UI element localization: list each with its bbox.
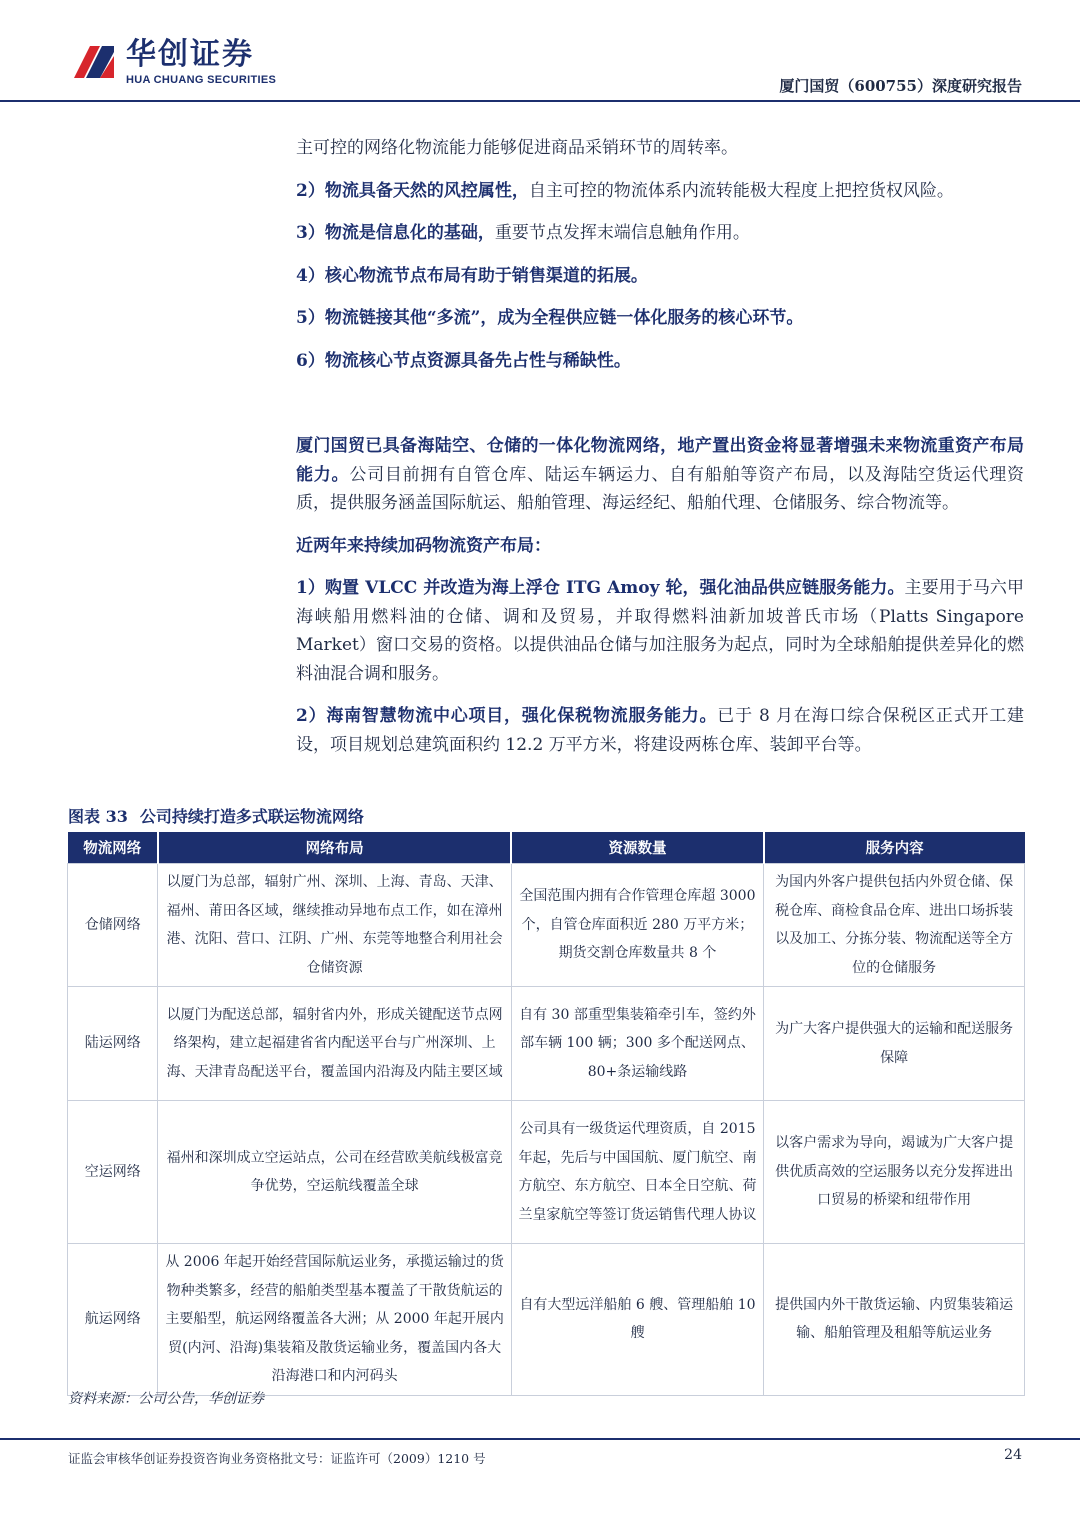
figure-title	[68, 804, 364, 827]
list-item	[296, 177, 1024, 206]
network-name-cell: 陆运网络	[68, 987, 158, 1101]
list-item-text: 重要节点发挥末端信息触角作用。	[494, 223, 750, 243]
list-item-bold: 3）物流是信息化的基础，	[296, 223, 495, 243]
footer-divider	[0, 1438, 1080, 1440]
summary-bold: 厦门国贸已具备海陆空、仓储的一体化物流网络，地产置出资金将显著增强未来物流重资产布局能力。	[296, 436, 1024, 485]
report-title: 厦门国贸（600755）深度研究报告	[779, 77, 1022, 95]
resources-cell: 公司具有一级货运代理资质，自 2015 年起，先后与中国国航、厦门航空、南方航空、东方航空、日本全日空航、荷兰皇家航空等签订货运销售代理人协议	[511, 1101, 763, 1244]
list-item-bold: 2）物流具备天然的风控属性，	[296, 180, 529, 201]
page-header	[0, 0, 1080, 105]
source-note: 资料来源：公司公告，华创证券	[68, 1391, 264, 1407]
list-item-bold: 4）核心物流节点布局有助于销售渠道的拓展。	[296, 265, 648, 286]
list-item-bold: 6）物流核心节点资源具备先占性与稀缺性。	[296, 350, 631, 371]
table-row	[68, 1244, 1025, 1396]
page-number: 24	[1004, 1447, 1022, 1463]
service-cell: 提供国内外干散货运输、内贸集装箱运输、船舶管理及租船等航运业务	[764, 1244, 1025, 1396]
summary-paragraph	[296, 432, 1024, 518]
resources-cell: 自有 30 部重型集装箱牵引车，签约外部车辆 100 辆；300 多个配送网点、80+条运输线路	[511, 987, 763, 1101]
hainan-bold: 2）海南智慧物流中心项目，强化保税物流服务能力。	[296, 706, 718, 726]
network-name-cell: 空运网络	[68, 1101, 158, 1244]
service-cell: 为广大客户提供强大的运输和配送服务保障	[764, 987, 1025, 1101]
section-asset-layout	[296, 432, 1024, 759]
resources-cell: 自有大型远洋船舶 6 艘、管理船舶 10 艘	[511, 1244, 763, 1396]
table-row	[68, 987, 1025, 1101]
network-name-cell: 航运网络	[68, 1244, 158, 1396]
summary-text: 公司目前拥有自管仓库、陆运车辆运力、自有船舶等资产布局，以及海陆空货运代理资质，提供服务涵盖国际航运、船舶管理、海运经纪、船舶代理、仓储服务、综合物流等。	[296, 464, 1025, 513]
logo-name-cn: 华创证券	[126, 37, 254, 72]
layout-cell: 以厦门为配送总部，辐射省内外，形成关键配送节点网络架构，建立起福建省省内配送平台与广州深圳、上海、天津青岛配送平台，覆盖国内沿海及内陆主要区域	[158, 987, 511, 1101]
list-item-text: 自主可控的物流体系内流转能极大程度上把控货权风险。	[528, 180, 954, 201]
column-header: 资源数量	[511, 832, 763, 864]
column-header: 服务内容	[764, 832, 1025, 864]
intro-line: 主可控的网络化物流能力能够促进商品采销环节的周转率。	[296, 138, 738, 158]
vlcc-paragraph	[296, 574, 1024, 688]
figure-caption: 公司持续打造多式联运物流网络	[139, 807, 364, 826]
hainan-text: 已于 8 月在海口综合保税区正式开工建设，项目规划总建筑面积约 12.2 万平方米，将建设两栋仓库、装卸平台等。	[296, 706, 1025, 755]
vlcc-bold: 1）购置 VLCC 并改造为海上浮仓 ITG Amoy 轮，强化油品供应链服务能力。	[296, 578, 905, 598]
logo-name-en: HUA CHUANG SECURITIES	[126, 74, 277, 86]
column-header: 网络布局	[158, 832, 511, 864]
table-row	[68, 1101, 1025, 1244]
vlcc-text: 主要用于马六甲海峡船用燃料油的仓储、调和及贸易，并取得燃料油新加坡普氏市场（Platts Singapore Market）窗口交易的资格。以提供油品仓储与加注服务为起点，同时为全球船舶提供差异化的燃料油混合调和服务。	[296, 578, 1025, 684]
service-cell: 为国内外客户提供包括内外贸仓储、保税仓库、商检食品仓库、进出口场拆装以及加工、分拣分装、物流配送等全方位的仓储服务	[764, 864, 1025, 987]
license-note: 证监会审核华创证券投资咨询业务资格批文号：证监许可（2009）1210 号	[68, 1451, 486, 1466]
layout-cell: 福州和深圳成立空运站点，公司在经营欧美航线极富竞争优势，空运航线覆盖全球	[158, 1101, 511, 1244]
company-logo-icon	[70, 38, 118, 86]
table-header-row	[68, 832, 1025, 864]
network-name-cell: 仓储网络	[68, 864, 158, 987]
list-item-bold: 5）物流链接其他“多流”，成为全程供应链一体化服务的核心环节。	[296, 308, 804, 328]
layout-cell: 从 2006 年起开始经营国际航运业务，承揽运输过的货物种类繁多，经营的船舶类型基本覆盖了干散货航运的主要船型，航运网络覆盖各大洲；从 2000 年起开展内贸(内河、沿海)集装箱及散货运输业务，覆盖国内各大沿海港口和内河码头	[158, 1244, 511, 1396]
hainan-paragraph	[296, 702, 1024, 759]
layout-cell: 以厦门为总部，辐射广州、深圳、上海、青岛、天津、福州、莆田各区域，继续推动异地布点工作，如在漳州港、沈阳、营口、江阴、广州、东莞等地整合利用社会仓储资源	[158, 864, 511, 987]
list-item	[296, 347, 1024, 376]
logistics-network-table	[67, 832, 1025, 1396]
section-logistics-attributes	[296, 134, 1024, 375]
section-heading: 近两年来持续加码物流资产布局：	[296, 535, 551, 556]
table-row	[68, 864, 1025, 987]
list-item	[296, 304, 1024, 333]
resources-cell: 全国范围内拥有合作管理仓库超 3000 个，自管仓库面积近 280 万平方米；期货交割仓库数量共 8 个	[511, 864, 763, 987]
column-header: 物流网络	[68, 832, 158, 864]
service-cell: 以客户需求为导向，竭诚为广大客户提供优质高效的空运服务以充分发挥进出口贸易的桥梁和纽带作用	[764, 1101, 1025, 1244]
header-divider	[0, 100, 1080, 102]
list-item	[296, 262, 1024, 291]
figure-number: 图表 33	[68, 807, 128, 826]
list-item	[296, 219, 1024, 248]
